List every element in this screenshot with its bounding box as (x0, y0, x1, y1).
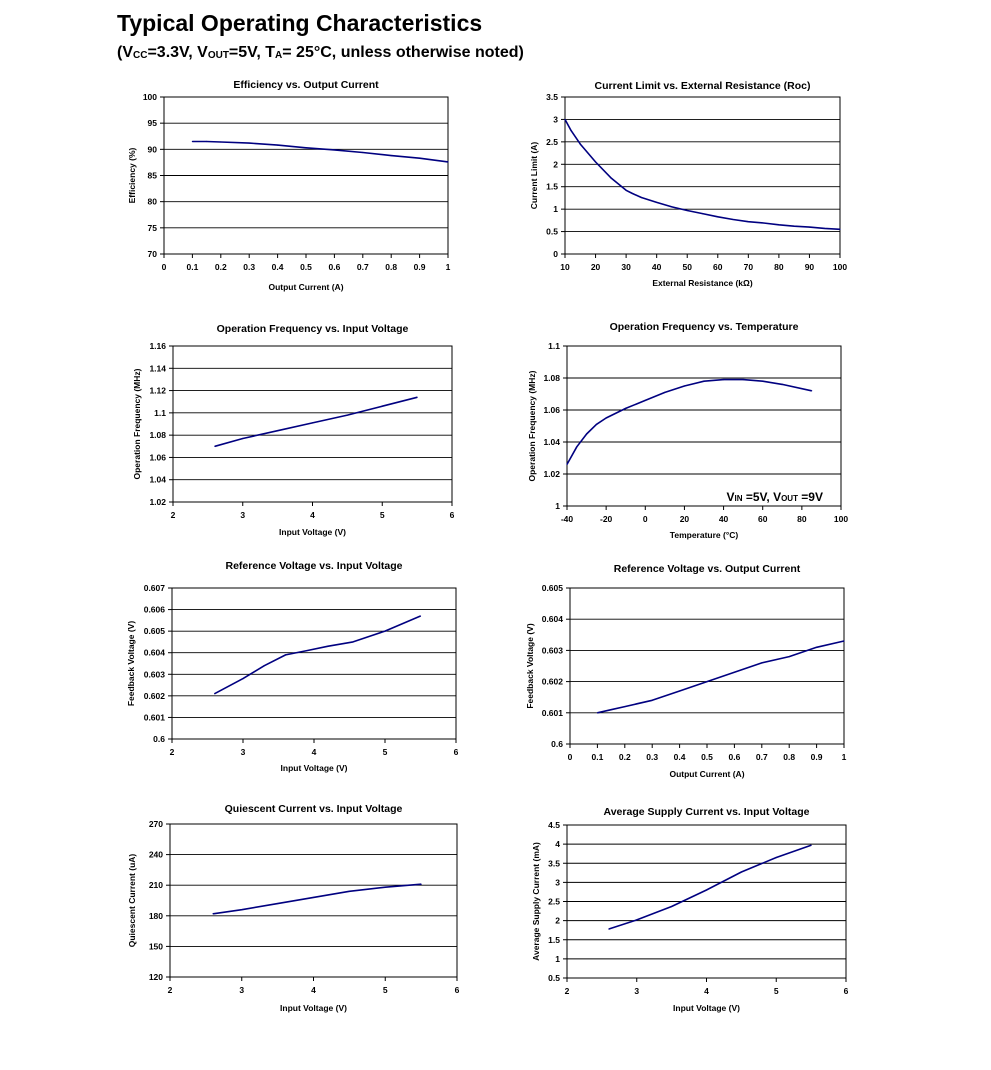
y-axis-label: Average Supply Current (mA) (531, 842, 541, 961)
x-tick-label: 6 (843, 986, 849, 996)
y-tick-label: 3.5 (548, 858, 560, 869)
x-tick-label: 0.8 (783, 752, 796, 762)
x-tick-label: 100 (833, 514, 849, 524)
x-tick-label: 20 (590, 262, 601, 272)
x-tick-label: 50 (682, 262, 692, 272)
x-tick-label: 0 (567, 752, 573, 762)
x-tick-label: 60 (757, 514, 768, 524)
y-tick-label: 1.06 (149, 452, 166, 463)
series-line (609, 845, 811, 929)
x-axis-label: Temperature (°C) (669, 530, 739, 540)
x-tick-label: 0.6 (328, 262, 341, 272)
x-tick-label: 70 (743, 262, 754, 272)
y-tick-label: 100 (142, 92, 157, 102)
x-tick-label: 0.4 (673, 752, 686, 762)
y-tick-label: 240 (148, 849, 163, 860)
x-tick-label: 0.3 (243, 262, 256, 272)
y-tick-label: 0.605 (541, 583, 563, 593)
x-tick-label: 40 (718, 514, 729, 524)
x-tick-label: 2 (170, 510, 176, 520)
x-tick-label: 0 (642, 514, 648, 524)
chart-title: Average Supply Current vs. Input Voltage (603, 806, 810, 818)
y-tick-label: 1.12 (149, 385, 166, 396)
x-tick-label: 1 (445, 262, 451, 272)
chart-title: Operation Frequency vs. Input Voltage (216, 323, 409, 335)
chart-title: Quiescent Current vs. Input Voltage (224, 803, 403, 815)
chart-title: Reference Voltage vs. Input Voltage (225, 560, 403, 572)
y-tick-label: 1.14 (149, 363, 166, 374)
x-tick-label: 0.3 (646, 752, 659, 762)
y-tick-label: 1 (553, 204, 558, 215)
page-title: Typical Operating Characteristics (117, 10, 483, 36)
y-tick-label: 2.5 (548, 896, 560, 907)
annotation-part: IN (734, 494, 743, 503)
y-axis-label: Current Limit (A) (529, 141, 539, 210)
x-tick-label: 0.9 (810, 752, 823, 762)
y-tick-label: 4.5 (548, 820, 560, 830)
y-tick-label: 0.605 (143, 626, 165, 637)
y-tick-label: 2.5 (546, 136, 558, 147)
y-tick-label: 70 (147, 249, 157, 259)
y-tick-label: 0.5 (548, 973, 560, 983)
y-tick-label: 1.06 (543, 405, 560, 415)
y-tick-label: 120 (148, 972, 163, 982)
y-tick-label: 3 (555, 877, 560, 888)
y-tick-label: 180 (148, 910, 163, 921)
y-tick-label: 85 (147, 170, 157, 181)
x-tick-label: 0.1 (591, 752, 604, 762)
x-tick-label: 0.7 (356, 262, 369, 272)
x-tick-label: 60 (713, 262, 723, 272)
x-tick-label: -20 (599, 514, 613, 524)
data-point (811, 845, 812, 846)
x-tick-label: 0.8 (385, 262, 398, 272)
y-axis-label: Quiescent Current (uA) (127, 853, 137, 948)
x-tick-label: 0.9 (413, 262, 426, 272)
x-tick-label: 4 (310, 510, 315, 520)
x-tick-label: 0 (161, 262, 167, 272)
annotation-part: OUT (781, 494, 798, 503)
annotation-part: =5V, V (742, 490, 782, 504)
y-tick-label: 3 (553, 114, 558, 125)
y-tick-label: 0.603 (143, 669, 165, 680)
x-tick-label: 0.5 (300, 262, 312, 272)
cond-vcc-sub: CC (133, 50, 148, 61)
x-tick-label: 3 (634, 986, 640, 996)
x-tick-label: 40 (651, 262, 662, 272)
y-tick-label: 1.04 (149, 474, 166, 485)
x-tick-label: 0.6 (728, 752, 741, 762)
cond-vout-sub: OUT (207, 50, 229, 61)
data-point (636, 919, 637, 920)
y-axis-label: Operation Frequency (MHz) (132, 368, 142, 480)
cond-vcc-val: =3.3V, V (147, 44, 208, 61)
y-tick-label: 0.602 (143, 690, 165, 701)
annotation-part: =9V (797, 490, 823, 504)
y-tick-label: 4 (555, 839, 560, 850)
x-tick-label: 80 (774, 262, 784, 272)
chart-title: Operation Frequency vs. Temperature (609, 321, 799, 333)
x-tick-label: 2 (169, 747, 175, 757)
x-axis-label: Output Current (A) (268, 282, 344, 292)
annotation-part: V (726, 490, 735, 504)
data-point (741, 871, 742, 872)
x-axis-label: Input Voltage (V) (280, 763, 348, 773)
cond-vout-val: =5V, T (228, 44, 276, 61)
y-tick-label: 1.16 (149, 341, 166, 351)
x-tick-label: 4 (311, 747, 317, 757)
x-tick-label: 1 (841, 752, 847, 762)
x-tick-label: 5 (382, 747, 388, 757)
cond-rest: = 25°C, unless otherwise noted) (282, 44, 524, 61)
x-axis-label: Output Current (A) (669, 769, 745, 779)
data-point (671, 906, 672, 907)
chart-title: Reference Voltage vs. Output Current (613, 563, 801, 575)
y-tick-label: 0.601 (541, 707, 563, 718)
cond-open: (V (117, 44, 133, 61)
x-tick-label: 0.7 (755, 752, 768, 762)
x-tick-label: 0.1 (186, 262, 199, 272)
x-tick-label: 90 (804, 262, 815, 272)
y-tick-label: 2 (553, 159, 558, 170)
y-tick-label: 75 (147, 222, 157, 233)
y-tick-label: 90 (147, 144, 157, 155)
x-tick-label: 20 (679, 514, 690, 524)
x-tick-label: 5 (382, 985, 388, 995)
y-tick-label: 0 (553, 249, 558, 259)
data-point (608, 928, 609, 929)
x-axis-label: External Resistance (kΩ) (652, 278, 753, 288)
y-tick-label: 1 (555, 953, 560, 964)
y-tick-label: 0.607 (143, 583, 165, 593)
x-tick-label: 5 (773, 986, 779, 996)
y-tick-label: 1.5 (546, 181, 558, 192)
x-tick-label: 6 (453, 747, 459, 757)
x-axis-label: Input Voltage (V) (673, 1003, 740, 1013)
x-tick-label: 0.2 (214, 262, 227, 272)
y-tick-label: 0.604 (143, 647, 165, 658)
y-tick-label: 1.5 (548, 934, 560, 945)
y-tick-label: 1.1 (548, 341, 560, 351)
y-tick-label: 150 (148, 941, 163, 952)
y-tick-label: 1 (555, 501, 560, 511)
x-tick-label: 0.5 (701, 752, 713, 762)
data-point (706, 889, 707, 890)
x-tick-label: 0.4 (271, 262, 284, 272)
cond-ta-sub: A (275, 50, 283, 61)
y-axis-label: Operation Frequency (MHz) (527, 370, 537, 482)
y-tick-label: 2 (555, 915, 560, 926)
y-tick-label: 0.601 (143, 712, 165, 723)
y-tick-label: 0.6 (153, 734, 165, 744)
x-tick-label: 10 (560, 262, 570, 272)
y-tick-label: 0.602 (541, 676, 563, 687)
y-tick-label: 0.5 (546, 226, 558, 237)
y-tick-label: 1.02 (543, 469, 560, 479)
chart-title: Efficiency vs. Output Current (233, 79, 379, 91)
x-tick-label: -40 (560, 514, 574, 524)
y-tick-label: 1.1 (154, 407, 166, 418)
y-tick-label: 0.606 (143, 604, 165, 615)
y-tick-label: 1.02 (149, 497, 166, 507)
data-point (776, 857, 777, 858)
y-tick-label: 1.04 (543, 437, 560, 447)
x-tick-label: 4 (704, 986, 709, 996)
y-axis-label: Feedback Voltage (V) (525, 623, 535, 709)
y-tick-label: 0.604 (541, 614, 563, 625)
y-tick-label: 3.5 (546, 92, 558, 102)
x-tick-label: 30 (621, 262, 631, 272)
x-tick-label: 80 (797, 514, 807, 524)
x-axis-label: Input Voltage (V) (280, 1003, 347, 1013)
x-tick-label: 3 (240, 747, 246, 757)
y-tick-label: 0.603 (541, 645, 563, 656)
y-tick-label: 1.08 (543, 373, 560, 383)
x-tick-label: 3 (240, 510, 246, 520)
x-tick-label: 5 (379, 510, 385, 520)
x-tick-label: 2 (167, 985, 173, 995)
x-tick-label: 0.2 (618, 752, 631, 762)
chart-title: Current Limit vs. External Resistance (Roc) (594, 80, 811, 92)
y-tick-label: 0.6 (551, 739, 563, 749)
y-axis-label: Efficiency (%) (127, 147, 137, 204)
x-axis-label: Input Voltage (V) (279, 527, 346, 537)
x-tick-label: 4 (311, 985, 316, 995)
x-tick-label: 3 (239, 985, 245, 995)
y-axis-label: Feedback Voltage (V) (126, 620, 136, 707)
y-tick-label: 210 (148, 880, 163, 891)
y-tick-label: 270 (148, 819, 163, 829)
x-tick-label: 2 (564, 986, 570, 996)
y-tick-label: 1.08 (149, 430, 166, 441)
y-tick-label: 95 (147, 118, 157, 129)
x-tick-label: 100 (832, 262, 848, 272)
y-tick-label: 80 (147, 196, 157, 207)
x-tick-label: 6 (454, 985, 460, 995)
x-tick-label: 6 (449, 510, 455, 520)
